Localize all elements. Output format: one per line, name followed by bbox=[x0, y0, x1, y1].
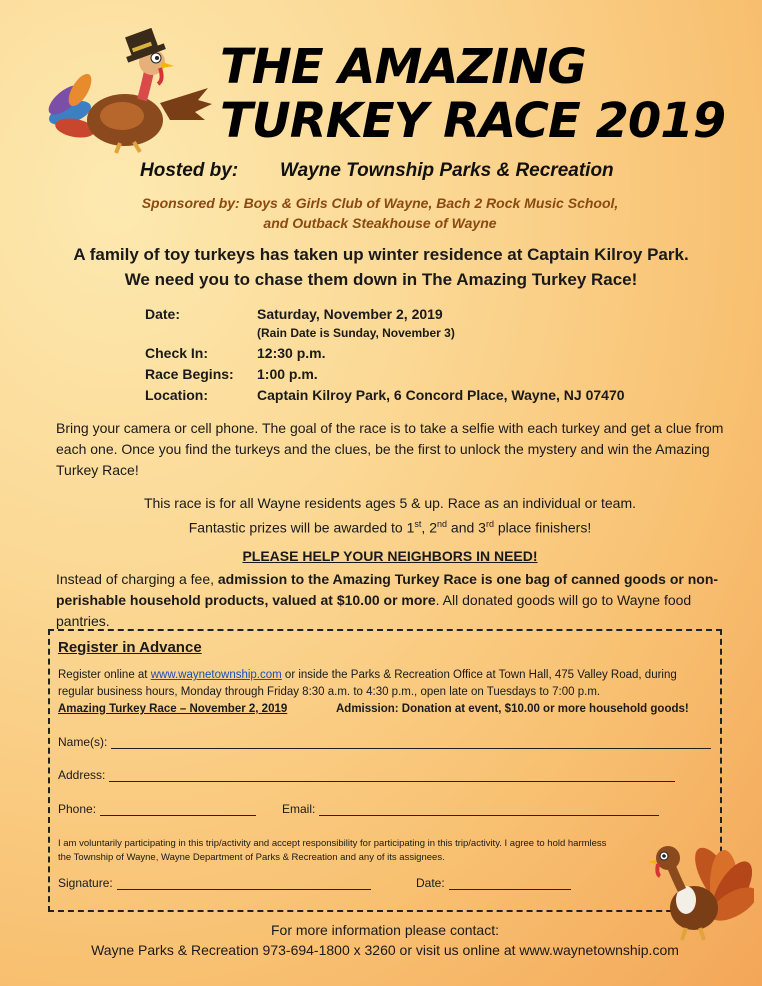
signature-field bbox=[58, 876, 371, 890]
race-begins-label: Race Begins: bbox=[145, 365, 234, 382]
hosted-value: Wayne Township Parks & Recreation bbox=[280, 160, 614, 181]
sponsors-line-1: Sponsored by: Boys & Girls Club of Wayne, Bach 2 Rock Music School, bbox=[141, 195, 619, 211]
hosted-by bbox=[140, 160, 740, 182]
title-line-1: THE AMAZING bbox=[220, 39, 586, 95]
registration-instructions: Register online at www.waynetownship.com or inside the Parks & Recreation Office at Town Hall, 475 Valley Road, during regular business hours, Monday through Friday 8:30 a.m. to 4:30 p.m., open late on Tuesdays to 7:00 p.m. bbox=[58, 669, 677, 698]
name-label: Name(s): bbox=[58, 735, 108, 749]
location-label: Location: bbox=[145, 386, 208, 403]
sponsors bbox=[60, 193, 700, 233]
eligibility-line-1: This race is for all Wayne residents ages 5 & up. Race as an individual or team. bbox=[143, 495, 637, 511]
admission-line bbox=[58, 703, 714, 715]
race-begins-value: 1:00 p.m. bbox=[257, 365, 318, 382]
title-line-2: TURKEY RACE 2019 bbox=[220, 93, 726, 149]
page-title bbox=[220, 40, 740, 148]
signature-input-line[interactable] bbox=[117, 876, 371, 890]
address-field bbox=[58, 768, 675, 782]
email-label: Email: bbox=[282, 802, 316, 816]
intro-line-1: A family of toy turkeys has taken up winter residence at Captain Kilroy Park. bbox=[73, 245, 689, 264]
tail-feathers bbox=[44, 70, 96, 140]
event-details bbox=[145, 303, 625, 405]
phone-label: Phone: bbox=[58, 802, 97, 816]
address-label: Address: bbox=[58, 768, 106, 782]
footer-contact bbox=[40, 920, 730, 960]
rain-date-note: (Rain Date is Sunday, November 3) bbox=[257, 326, 455, 340]
signature-label: Signature: bbox=[58, 876, 113, 890]
help-heading: PLEASE HELP YOUR NEIGHBORS IN NEED! bbox=[242, 548, 538, 564]
registration-title: Register in Advance bbox=[58, 639, 202, 656]
phone-field bbox=[58, 802, 256, 816]
name-input-line[interactable] bbox=[111, 735, 711, 749]
intro-line-2: We need you to chase them down in The Amazing Turkey Race! bbox=[124, 270, 638, 289]
phone-input-line[interactable] bbox=[100, 802, 256, 816]
running-turkey-icon bbox=[30, 28, 220, 158]
footer-line-2: Wayne Parks & Recreation 973-694-1800 x 3260 or visit us online at www.waynetownship.com bbox=[91, 942, 679, 958]
prizes-line: Fantastic prizes will be awarded to 1st, 2nd and 3rd place finishers! bbox=[188, 519, 592, 536]
hosted-label: Hosted by: bbox=[140, 160, 239, 181]
event-line: Amazing Turkey Race – November 2, 2019 bbox=[58, 703, 288, 715]
website-link[interactable]: www.waynetownship.com bbox=[150, 669, 282, 681]
date-field bbox=[416, 876, 571, 890]
eligibility-text bbox=[40, 493, 740, 539]
date-field-label: Date: bbox=[416, 876, 445, 890]
email-input-line[interactable] bbox=[319, 802, 659, 816]
waiver-text: I am voluntarily participating in this trip/activity and accept responsibility for participating in this trip/activity. I agree to hold harmless the Township of Wayne, Wayne Department of Parks & Recreation and any of its assignees. bbox=[58, 838, 607, 863]
address-input-line[interactable] bbox=[109, 768, 675, 782]
admission-info: Admission: Donation at event, $10.00 or more household goods! bbox=[336, 703, 689, 715]
email-field bbox=[282, 802, 659, 816]
location-value: Captain Kilroy Park, 6 Concord Place, Wayne, NJ 07470 bbox=[257, 386, 625, 403]
date-value: Saturday, November 2, 2019 bbox=[257, 305, 443, 322]
date-label: Date: bbox=[145, 305, 181, 322]
intro-text bbox=[20, 242, 742, 292]
registration-form bbox=[48, 629, 722, 912]
race-description: Bring your camera or cell phone. The goal of the race is to take a selfie with each turkey and get a clue from each one. Once you find the turkeys and the clues, be the first to unlock the mystery and win the Amazing Turkey Race! bbox=[56, 420, 724, 478]
donation-text: Instead of charging a fee, admission to the Amazing Turkey Race is one bag of canned goods or non-perishable household products, valued at $10.00 or more. All donated goods will go to Wayne food pantries. bbox=[56, 571, 719, 629]
date-input-line[interactable] bbox=[449, 876, 571, 890]
checkin-value: 12:30 p.m. bbox=[257, 344, 326, 361]
sponsors-line-2: and Outback Steakhouse of Wayne bbox=[263, 215, 497, 231]
name-field bbox=[58, 735, 711, 749]
footer-line-1: For more information please contact: bbox=[271, 922, 499, 938]
checkin-label: Check In: bbox=[145, 344, 209, 361]
